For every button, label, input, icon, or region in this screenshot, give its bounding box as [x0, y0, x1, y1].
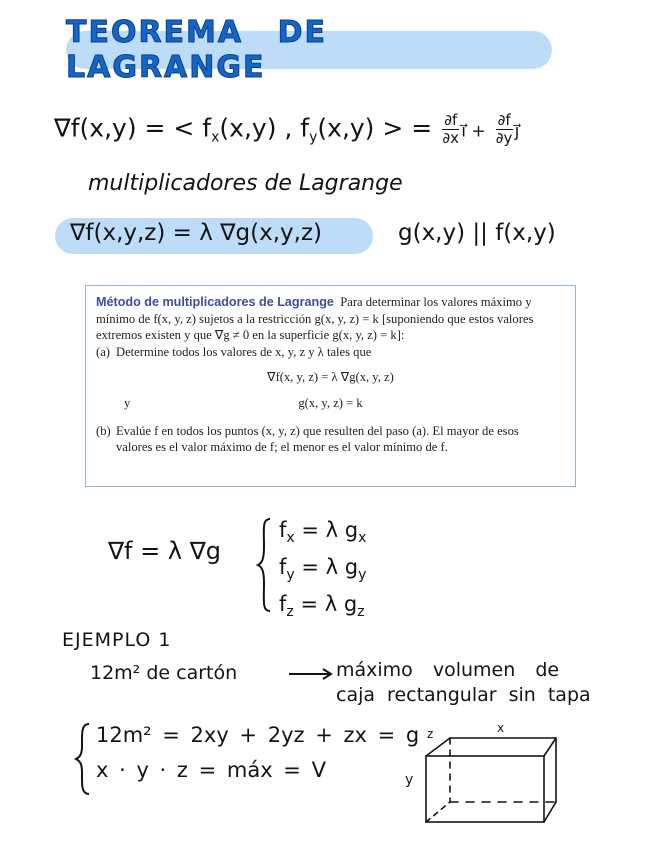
system-row-z: $f_z = \lambda$ $g_z$ [279, 592, 365, 620]
title-highlight [66, 15, 552, 85]
system-row-y: $f_y = \lambda$ $g_y$ [279, 555, 367, 583]
section-subtitle: multiplicadores de Lagrange [88, 171, 403, 196]
example-constraint-eq: 12m² = 2xy + 2yz + zx = g [96, 723, 420, 747]
page-title: TEOREMA DE LAGRANGE [66, 15, 327, 85]
box-intro-2: mínimo de f(x, y, z) sujetos a la restricción g(x, y, z) = k [suponiendo que estos valores [96, 311, 534, 326]
box-y-word: y [124, 395, 131, 410]
textbook-box [85, 285, 576, 487]
gradient-lhs: ∇f(x,y) = < f [54, 113, 212, 143]
gradient-equation [54, 112, 519, 147]
vector-equation: ∇f = λ ∇g [108, 537, 221, 565]
fx-subscript: x [211, 129, 220, 146]
box-intro-1: Para determinar los valores máximo y [340, 295, 532, 309]
box-heading: Método de multiplicadores de Lagrange [96, 295, 334, 309]
j-vector: j⃗ [514, 121, 520, 142]
fy-subscript: y [309, 129, 318, 146]
step-b-text-1: Evalúe f en todos los puntos (x, y, z) que resulten del paso (a). El mayor de esos [116, 423, 519, 438]
example-brace [73, 722, 91, 796]
box-constraint-eq: g(x, y, z) = k [298, 395, 363, 410]
system-brace [256, 517, 272, 613]
arrow-right-icon [287, 666, 335, 682]
box-label-y: y [405, 772, 414, 788]
step-a-label: (a) [96, 344, 110, 359]
box-gradient-eq: ∇f(x, y, z) = λ ∇g(x, y, z) [267, 370, 394, 384]
i-vector: i⃗ + [461, 121, 486, 142]
step-a-text: Determine todos los valores de x, y, z y λ tales que [116, 344, 372, 359]
box-label-z: z [427, 727, 434, 741]
example-given: 12m² de cartón [90, 662, 238, 684]
box-diagram [396, 722, 562, 826]
system-row-x: $f_x = \lambda$ $g_x$ [279, 518, 367, 546]
parallel-equation: g(x,y) || f(x,y) [398, 220, 556, 246]
example-goal-2: caja rectangular sin tapa [336, 684, 591, 706]
lagrange-equation: ∇f(x,y,z) = λ ∇g(x,y,z) [70, 220, 323, 246]
box-intro-3: extremos existen y que ∇g ≠ 0 en la superficie g(x, y, z) = k]: [96, 328, 405, 342]
step-b-label: (b) [96, 423, 111, 438]
gradient-mid1: (x,y) , f [219, 113, 310, 143]
partial-fraction-y: $\frac{\partial f}{\partial y}$ [495, 111, 513, 147]
example-objective-eq: x · y · z = máx = V [96, 758, 326, 782]
partial-fraction-x: $\frac{\partial f}{\partial x}$ [442, 111, 460, 147]
gradient-mid2: (x,y) > = [317, 113, 433, 143]
box-label-x: x [497, 721, 505, 735]
example-heading: EJEMPLO 1 [62, 629, 172, 651]
step-b-text-2: valores es el valor máximo de f; el menor es el valor mínimo de f. [116, 440, 448, 454]
example-goal-1: máximo volumen de [336, 659, 560, 681]
